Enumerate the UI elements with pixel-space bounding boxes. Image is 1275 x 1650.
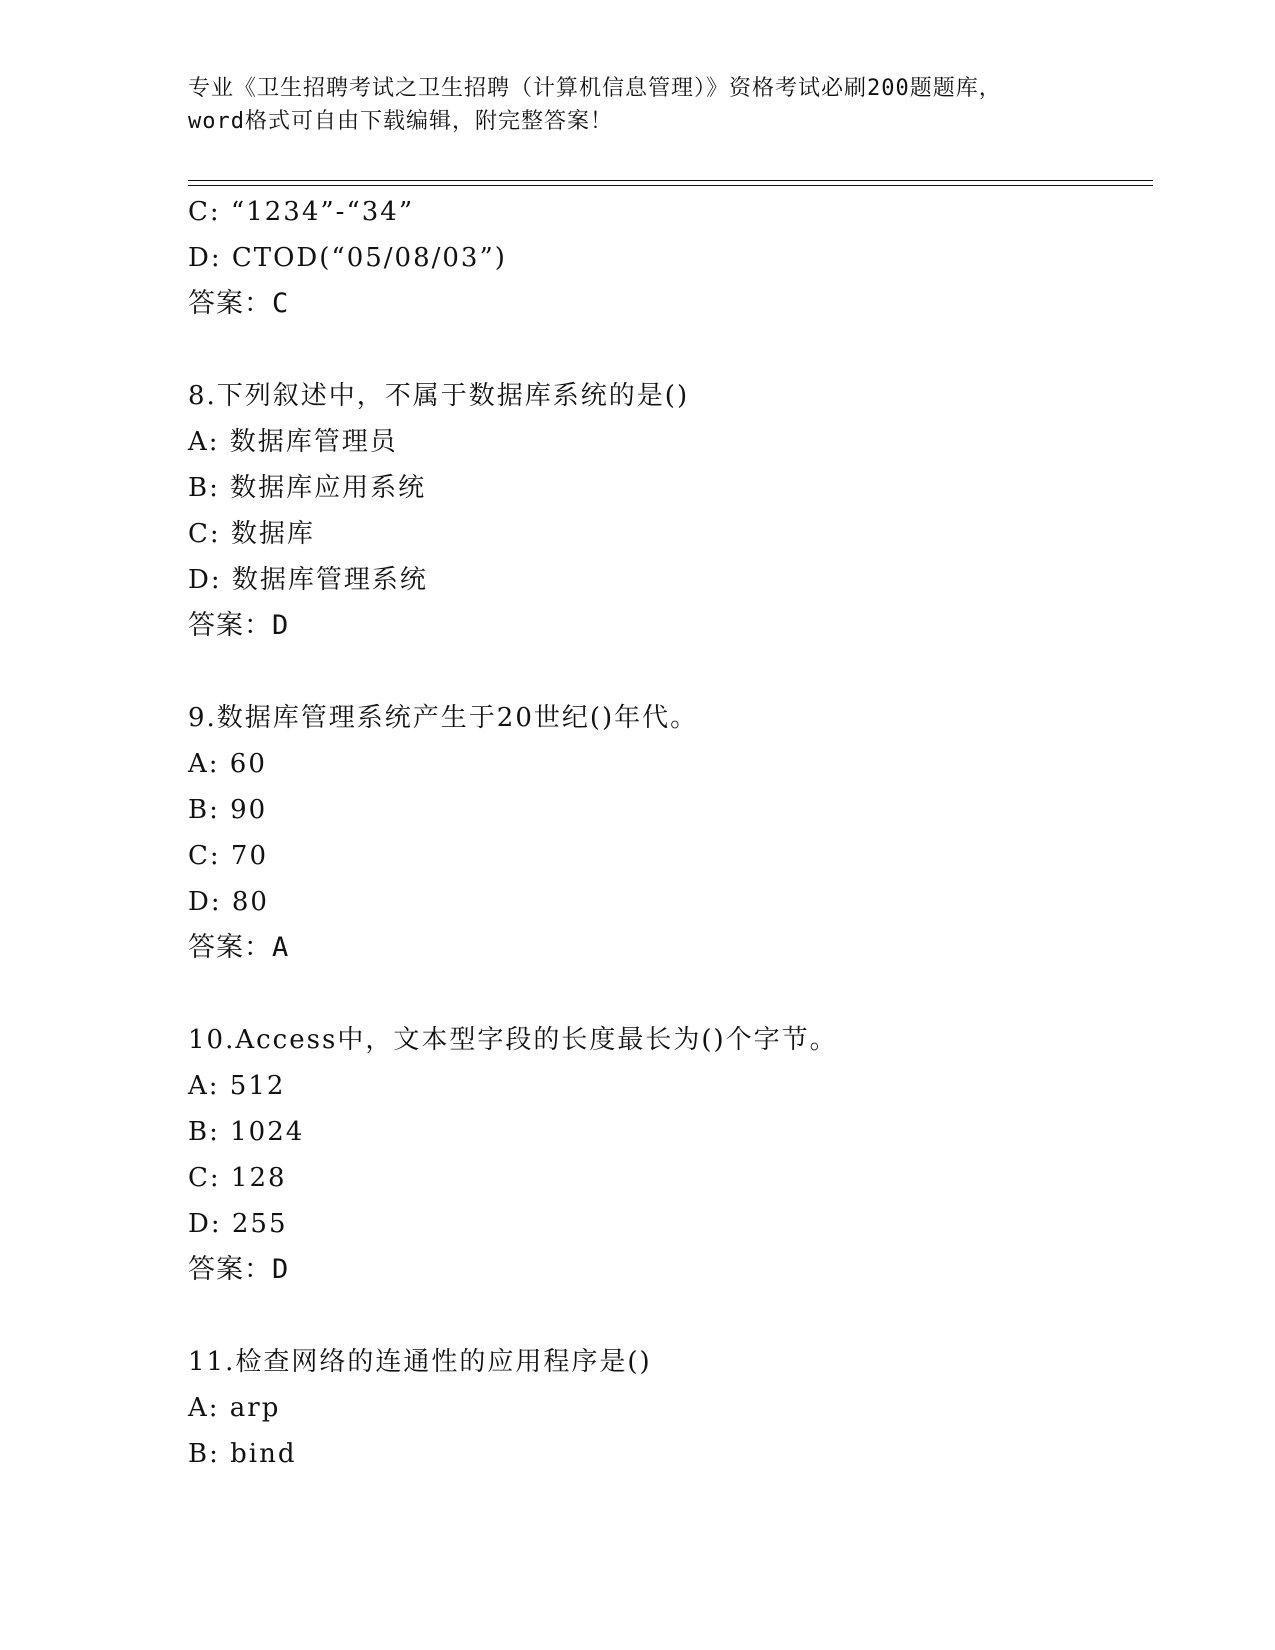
question-10 [188,1017,1128,1293]
option-c: C: 128 [188,1163,287,1193]
header-title-line-2: word格式可自由下载编辑，附完整答案！ [188,109,613,134]
option-d: D: 80 [188,887,269,917]
option-b: B: 90 [188,795,268,825]
header-divider-top [188,180,1153,181]
spacer [188,327,1128,373]
answer-label: 答案：C [188,288,290,319]
option-b: B: 1024 [188,1117,305,1147]
option-b: B: 数据库应用系统 [188,473,427,503]
option-c: C: “1234”-“34” [188,197,415,227]
option-a: A: 60 [188,749,267,779]
question-7-continued [188,189,1128,327]
option-c: C: 数据库 [188,519,315,549]
spacer [188,649,1128,695]
answer-label: 答案：A [188,932,290,963]
question-text: 8.下列叙述中，不属于数据库系统的是() [188,381,690,411]
option-d: D: 255 [188,1209,288,1239]
spacer [188,971,1128,1017]
question-8 [188,373,1128,649]
option-a: A: 512 [188,1071,286,1101]
question-11 [188,1339,1128,1477]
option-a: A: arp [188,1393,281,1423]
document-header [188,72,1128,138]
header-divider-bottom [188,185,1153,186]
question-text: 9.数据库管理系统产生于20世纪()年代。 [188,703,699,733]
answer-label: 答案：D [188,610,290,641]
question-text: 11.检查网络的连通性的应用程序是() [188,1347,652,1377]
option-c: C: 70 [188,841,269,871]
question-text: 10.Access中，文本型字段的长度最长为()个字节。 [188,1025,838,1055]
option-a: A: 数据库管理员 [188,427,398,457]
question-list [188,189,1128,1477]
answer-label: 答案：D [188,1254,290,1285]
spacer [188,1293,1128,1339]
header-title-line-1: 专业《卫生招聘考试之卫生招聘（计算机信息管理）》资格考试必刷200题题库， [188,76,1002,101]
option-b: B: bind [188,1439,297,1469]
option-d: D: 数据库管理系统 [188,565,428,595]
option-d: D: CTOD(“05/08/03”) [188,243,507,273]
question-9 [188,695,1128,971]
